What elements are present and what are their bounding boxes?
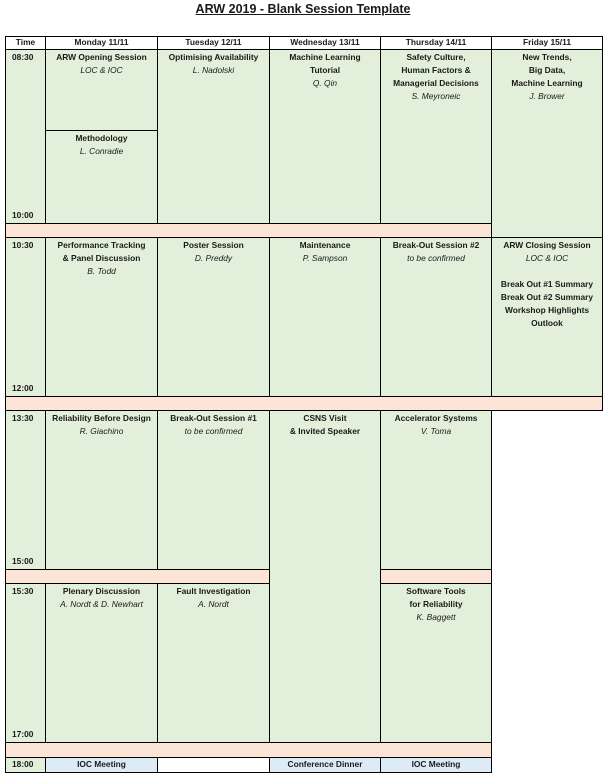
time-start: 15:30 bbox=[12, 586, 34, 596]
break-afternoon-thu bbox=[380, 569, 492, 584]
break-evening bbox=[5, 742, 492, 758]
session-machine-learning-tutorial: Machine Learning Tutorial Q. Qin bbox=[269, 49, 381, 224]
time-slot-1 bbox=[5, 49, 46, 224]
session-reliability-before-design: Reliability Before Design R. Giachino bbox=[45, 410, 158, 570]
break-afternoon-mon-tue bbox=[5, 569, 270, 584]
event-ioc-meeting-thursday: IOC Meeting bbox=[380, 757, 492, 773]
time-end: 17:00 bbox=[12, 729, 34, 739]
session-new-trends: New Trends, Big Data, Machine Learning J. Brower bbox=[491, 49, 603, 238]
time-end: 12:00 bbox=[12, 383, 34, 393]
event-conference-dinner: Conference Dinner bbox=[269, 757, 381, 773]
session-arw-closing: ARW Closing Session LOC & IOC Break Out #1 Summary Break Out #2 Summary Workshop Highlights Outlook bbox=[491, 237, 603, 397]
session-break-out-1: Break-Out Session #1 to be confirmed bbox=[157, 410, 270, 570]
session-optimising-availability: Optimising Availability L. Nadolski bbox=[157, 49, 270, 224]
session-performance-tracking: Performance Tracking & Panel Discussion B. Todd bbox=[45, 237, 158, 397]
time-start: 13:30 bbox=[12, 413, 34, 423]
time-end: 10:00 bbox=[12, 210, 34, 220]
event-ioc-meeting-monday: IOC Meeting bbox=[45, 757, 158, 773]
page-title: ARW 2019 - Blank Session Template bbox=[195, 2, 411, 16]
header-time: Time bbox=[5, 36, 46, 50]
header-wednesday: Wednesday 13/11 bbox=[269, 36, 381, 50]
header-tuesday: Tuesday 12/11 bbox=[157, 36, 270, 50]
time-start: 08:30 bbox=[12, 52, 34, 62]
time-end: 15:00 bbox=[12, 556, 34, 566]
session-csns-visit: CSNS Visit & Invited Speaker bbox=[269, 410, 381, 743]
session-arw-opening: ARW Opening Session LOC & IOC bbox=[45, 49, 158, 131]
session-software-tools: Software Tools for Reliability K. Baggett bbox=[380, 583, 492, 743]
time-slot-4 bbox=[5, 583, 46, 743]
time-slot-2 bbox=[5, 237, 46, 397]
event-empty-tuesday bbox=[157, 757, 270, 773]
time-slot-3 bbox=[5, 410, 46, 570]
session-fault-investigation: Fault Investigation A. Nordt bbox=[157, 583, 270, 743]
header-thursday: Thursday 14/11 bbox=[380, 36, 492, 50]
time-start: 10:30 bbox=[12, 240, 34, 250]
session-methodology: Methodology L. Conradie bbox=[45, 130, 158, 224]
header-friday: Friday 15/11 bbox=[491, 36, 603, 50]
session-safety-culture: Safety Culture, Human Factors & Managerial Decisions S. Meyroneic bbox=[380, 49, 492, 224]
time-evening: 18:00 bbox=[5, 757, 46, 773]
break-lunch bbox=[5, 396, 603, 411]
session-plenary-discussion: Plenary Discussion A. Nordt & D. Newhart bbox=[45, 583, 158, 743]
break-morning bbox=[5, 223, 492, 238]
session-accelerator-systems: Accelerator Systems V. Toma bbox=[380, 410, 492, 570]
session-break-out-2: Break-Out Session #2 to be confirmed bbox=[380, 237, 492, 397]
session-poster: Poster Session D. Preddy bbox=[157, 237, 270, 397]
header-monday: Monday 11/11 bbox=[45, 36, 158, 50]
session-maintenance: Maintenance P. Sampson bbox=[269, 237, 381, 397]
